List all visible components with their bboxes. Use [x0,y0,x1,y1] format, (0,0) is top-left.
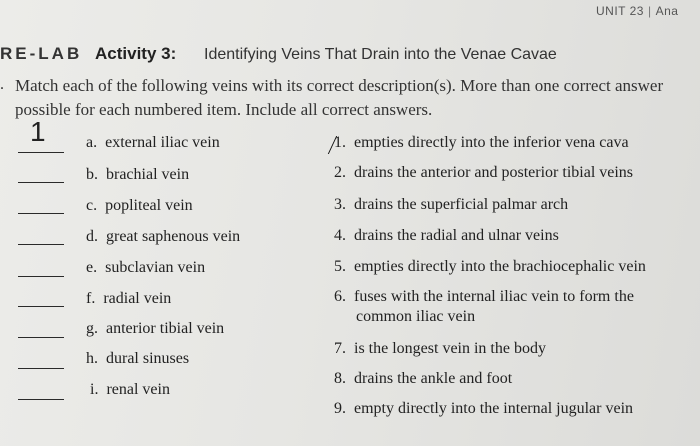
answer-blank-h[interactable] [18,368,64,369]
activity-number: Activity 3: [95,44,177,63]
answer-blank-e[interactable] [18,276,64,277]
answer-blank-b[interactable] [18,182,64,183]
unit-separator: | [647,4,652,18]
vein-item: g. anterior tibial vein [86,320,225,337]
instructions-line-2: possible for each numbered item. Include all correct answers. [15,100,433,119]
instruction-bullet: . [0,76,4,93]
description-item: 3. drains the superficial palmar arch [334,196,569,213]
answer-blank-a[interactable] [18,152,64,153]
description-item: 8. drains the ankle and foot [334,370,513,387]
description-item: 1. empties directly into the inferior vena cava [334,134,629,151]
vein-item: e. subclavian vein [86,259,206,276]
unit-header [596,4,678,18]
vein-item: f. radial vein [86,290,172,307]
description-continuation: common iliac vein [356,308,476,325]
vein-item: d. great saphenous vein [86,228,241,245]
answer-blank-f[interactable] [18,306,64,307]
description-item: 4. drains the radial and ulnar veins [334,227,559,244]
description-item: 2. drains the anterior and posterior tibial veins [334,164,634,181]
vein-item: b. brachial vein [86,166,190,183]
prelab-label: RE-LAB [0,44,83,63]
answer-blank-i[interactable] [18,399,64,400]
answer-blank-g[interactable] [18,337,64,338]
instructions-line-1: Match each of the following veins with its correct description(s). More than one correct answer [15,76,664,95]
answer-blank-c[interactable] [18,213,64,214]
description-item: 6. fuses with the internal iliac vein to form the [334,288,634,305]
vein-item: a. external iliac vein [86,134,220,151]
description-item: 9. empty directly into the internal jugular vein [334,400,634,417]
vein-item: c. popliteal vein [86,197,193,214]
description-item: 5. empties directly into the brachiocephalic vein [334,258,646,275]
unit-cut-text: Ana [655,4,679,18]
answer-blank-d[interactable] [18,244,64,245]
vein-item: h. dural sinuses [86,350,190,367]
activity-heading: Identifying Veins That Drain into the Venae Cavae [204,46,557,63]
answer-mark-a: 1 [30,116,46,147]
description-item: 7. is the longest vein in the body [334,340,546,357]
unit-label: UNIT 23 [596,4,644,18]
crossed-out-number: 1. [334,134,346,151]
vein-item: i. renal vein [90,381,170,398]
